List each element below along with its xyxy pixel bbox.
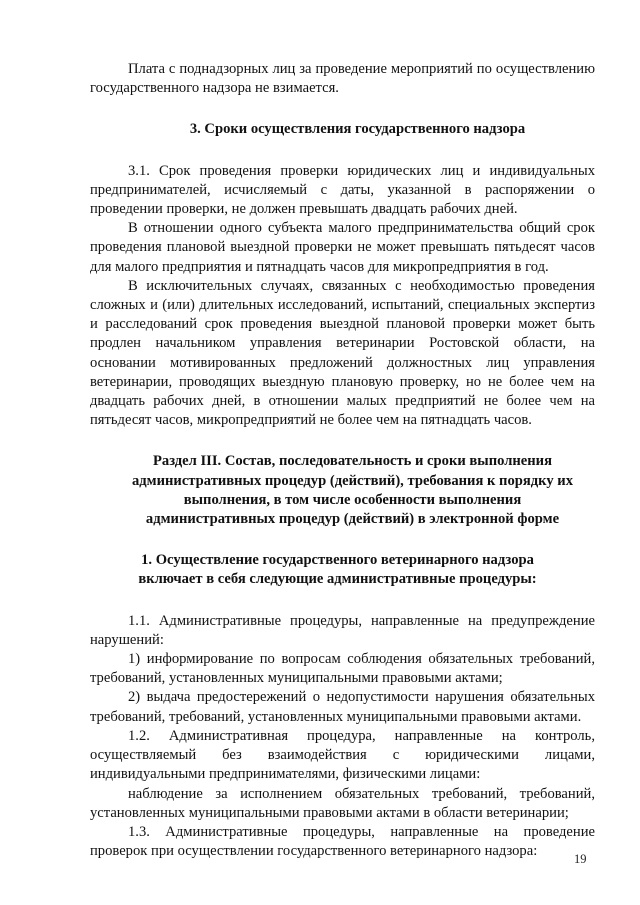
spacer <box>90 140 595 162</box>
section-3-paragraph-2: В отношении одного субъекта малого предпринимательства общий срок проведения плановой выездной проверки не может превышать пятьдесят часов для малого предприятия и пятнадцать часов для микропредприятия в год. <box>90 220 595 275</box>
document-page <box>90 60 595 861</box>
section-3-paragraph-3: В исключительных случаях, связанных с необходимостью проведения сложных и (или) длительных исследований, испытаний, специальных экспертиз и расследований срок проведения выездной плановой проверки может быть продлен начальником управления ветеринарии Ростовской области, на основании мотивированных предложений должностных лиц управления ветеринарии, проводящих выездную плановую проверку, но не более чем на двадцать рабочих дней, в отношении малых предприятий не более чем на пятьдесят часов, микропредприятий не более чем на пятнадцать часов. <box>90 277 595 429</box>
section-3-paragraph-1: 3.1. Срок проведения проверки юридических лиц и индивидуальных предпринимателей, исчисляемый с даты, указанной в распоряжении о проведении проверки, не должен превышать двадцать рабочих дней. <box>90 162 595 218</box>
spacer <box>90 590 595 612</box>
subsection-1-paragraph-6: 1.3. Административные процедуры, направленные на проведение проверок при осуществлении государственного ветеринарного надзора: <box>90 823 595 860</box>
subsection-1-paragraph-3: 2) выдача предостережений о недопустимости нарушения обязательных требований, требований, установленных муниципальными правовыми актами. <box>90 689 595 725</box>
intro-paragraph: Плата с поднадзорных лиц за проведение мероприятий по осуществлению государственного надзора не взимается. <box>90 61 595 97</box>
subsection-1-paragraph-1: 1.1. Административные процедуры, направленные на предупреждение нарушений: <box>90 612 595 648</box>
subsection-1-paragraph-4: 1.2. Административная процедура, направленные на контроль, осуществляемый без взаимодействия с юридическими лицами, индивидуальными предпринимателями, физическими лицами: <box>90 727 595 783</box>
page-number: 19 <box>574 852 587 866</box>
spacer <box>90 430 595 452</box>
subsection-1-paragraph-5: наблюдение за исполнением обязательных требований, требований, установленных муниципальными правовыми актами в области ветеринарии; <box>90 785 595 821</box>
subsection-1-paragraph-2: 1) информирование по вопросам соблюдения обязательных требований, требований, установленных муниципальными правовыми актами; <box>90 651 595 687</box>
subsection-1-heading: 1. Осуществление государственного ветеринарного надзора включает в себя следующие административные процедуры: <box>138 552 537 588</box>
spacer <box>90 98 595 120</box>
spacer <box>90 529 595 551</box>
section-iii-heading: Раздел III. Состав, последовательность и сроки выполнения административных процедур (действий), требования к порядку их выполнения, в том числе особенности выполнения административных процедур (действий) в электронной форме <box>131 453 574 528</box>
section-3-heading: 3. Сроки осуществления государственного надзора <box>189 121 526 138</box>
